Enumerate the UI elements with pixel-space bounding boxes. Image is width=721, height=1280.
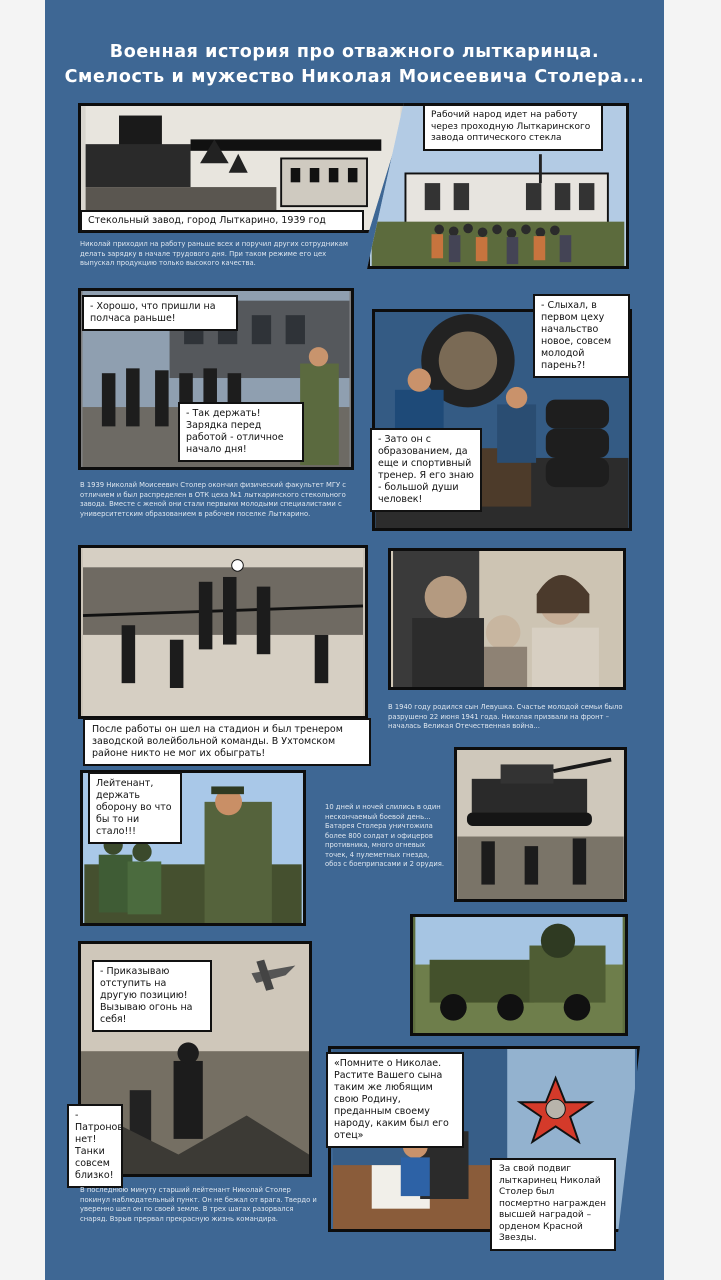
volleyball-illustration [81,548,365,716]
panel-1-caption: Стекольный завод, город Лыткарино, 1939 год [80,210,364,232]
caption-text-5: В последнюю минуту старший лейтенант Николай Столер покинул наблюдательный пункт. Он не бежал от врага. Твердо и уверенно шел он по своей земле. В трех шагах разорвался снаряд. Взрыв прервал прекрасную жизнь командира. [80,1186,317,1223]
panel-army-truck [410,914,628,1036]
tank-battle-illustration [457,750,624,899]
panel-tank-battle [454,747,627,902]
caption-text-3: В 1940 году родился сын Левушка. Счастье молодой семьи было разрушено 22 июня 1941 года. Николая призвали на фронт – началась Великая Отечественная война... [388,703,623,730]
title-line-1: Военная история про отважного лыткаринца. [109,42,600,62]
title-line-2: Смелость и мужество Николая Моисеевича Столера... [64,67,645,87]
page-margin-right [664,0,721,1280]
army-truck-illustration [413,917,625,1033]
panel-2-speech-bubble: Рабочий народ идет на работу через проходную Лыткаринского завода оптического стекла [423,104,603,151]
panel-3-speech-bubble-2: - Так держать! Зарядка перед работой - отличное начало дня! [178,402,304,462]
panel-5-caption: После работы он шел на стадион и был тренером заводской волейбольной команды. В Ухтомском районе никто не мог их обыграть! [83,718,371,766]
panel-7-speech-bubble: Лейтенант, держать оборону во что бы то ни стало!!! [88,772,182,844]
poster-title [45,40,664,90]
panel-4-speech-bubble-1: - Слыхал, в первом цеху начальство новое, совсем молодой парень?! [533,294,630,378]
caption-text-2: В 1939 Николай Моисеевич Столер окончил физический факультет МГУ с отличием и был распределен в ОТК цеха №1 лыткаринского стекольного завода. Вместе с женой они стали первыми молодыми специалистами с университетским образованием в рабочем поселке Лыткарино. [80,481,347,518]
panel-3-speech-bubble-1: - Хорошо, что пришли на полчаса раньше! [82,295,238,331]
panel-volleyball [78,545,368,719]
panel-family-portrait [388,548,626,690]
caption-text-4: 10 дней и ночей слились в один нескончаемый боевой день... Батарея Столера уничтожила более 800 солдат и офицеров противника, много огневых точек, 4 пулеметных гнезда, обоз с боеприпасами и 2 орудия. [325,803,445,868]
panel-11-speech-bubble: «Помните о Николае. Растите Вашего сына таким же любящим свою Родину, преданным своему народу, каким был его отец» [326,1052,464,1148]
caption-text-1: Николай приходил на работу раньше всех и поручил других сотрудникам делать зарядку в начале трудового дня. При таком режиме его цех выпускал продукцию только высокого качества. [80,240,349,267]
family-illustration [391,551,623,687]
panel-10-speech-bubble-1: - Приказываю отступить на другую позицию! Вызываю огонь на себя! [92,960,212,1032]
panel-11-caption: За свой подвиг лыткаринец Николай Столер был посмертно награжден высшей наградой – орденом Красной Звезды. [490,1158,616,1251]
page-margin-left [0,0,45,1280]
panel-4-speech-bubble-2: - Зато он с образованием, да еще и спортивный тренер. Я его знаю - большой души человек! [370,428,482,512]
panel-10-speech-bubble-2: - Патронов нет! Танки совсем близко! [67,1104,123,1188]
